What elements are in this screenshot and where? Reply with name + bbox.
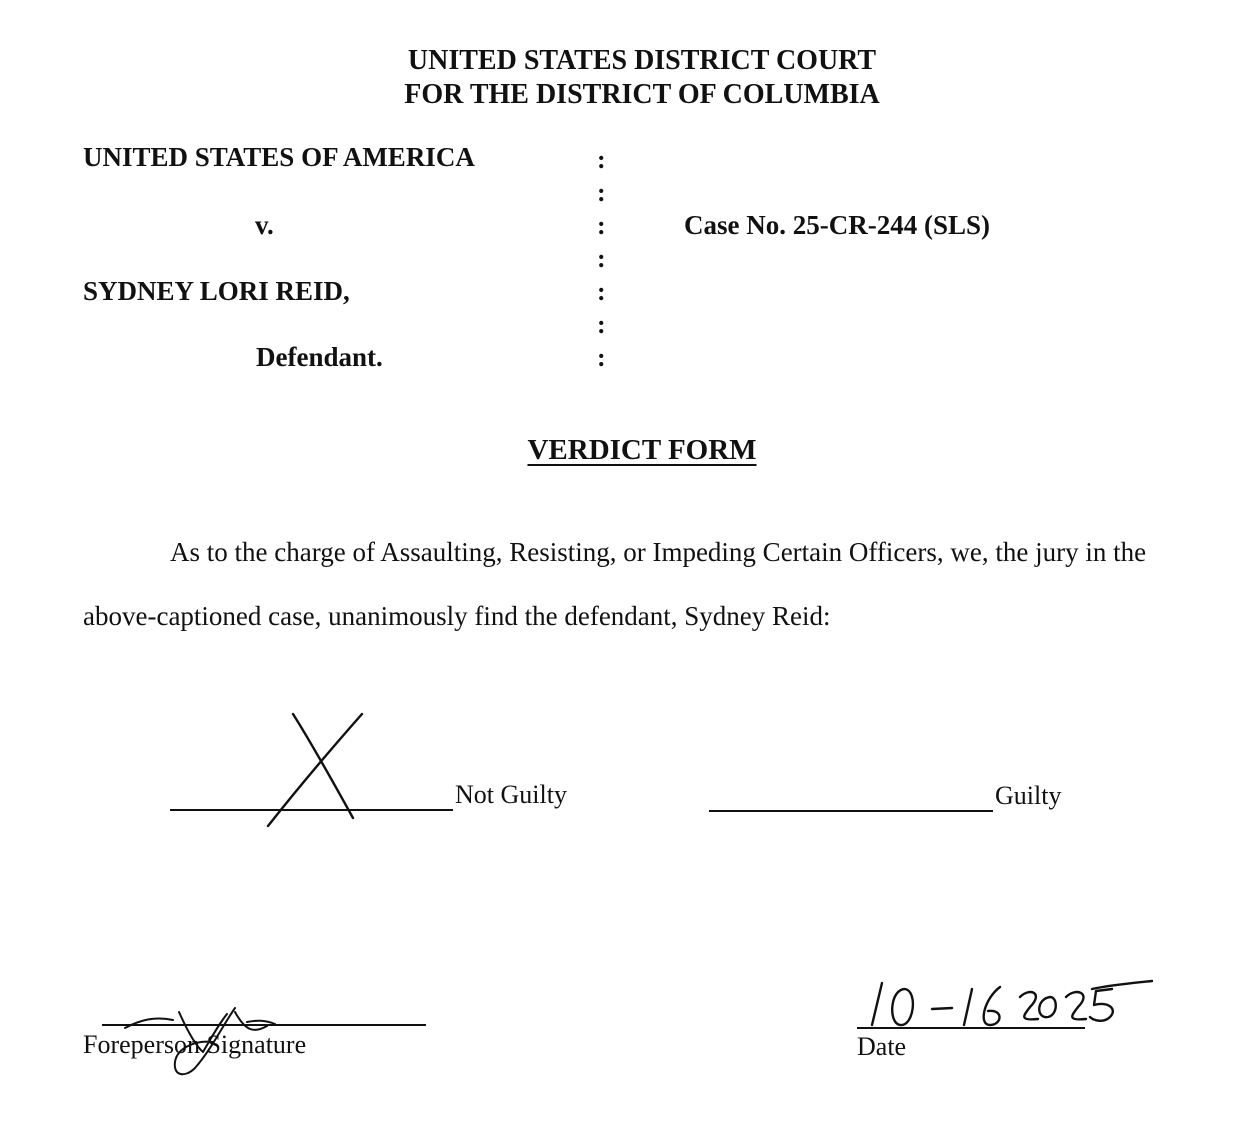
charge-statement-line2: above-captioned case, unanimously find the defendant, Sydney Reid: (83, 601, 831, 631)
caption-colon: : (597, 145, 606, 174)
verdict-form-title: VERDICT FORM (527, 434, 757, 466)
caption-versus: v. (255, 210, 274, 240)
caption-colon: : (597, 211, 606, 240)
caption-defendant-name: SYDNEY LORI REID, (83, 276, 350, 306)
guilty-signature-line[interactable] (709, 810, 993, 812)
court-name-line2: FOR THE DISTRICT OF COLUMBIA (404, 79, 880, 110)
handwritten-date-icon (860, 975, 1160, 1035)
guilty-label: Guilty (995, 781, 1062, 810)
x-mark-icon (260, 708, 370, 828)
court-name-line1: UNITED STATES DISTRICT COURT (407, 45, 877, 76)
caption-defendant-label: Defendant. (256, 342, 383, 372)
foreperson-signature-label: Foreperson Signature (83, 1030, 307, 1059)
caption-colon: : (597, 277, 606, 306)
caption-colon: : (597, 310, 606, 339)
date-label: Date (857, 1032, 907, 1061)
charge-statement-line1: As to the charge of Assaulting, Resisting, or Impeding Certain Officers, we, the jury in the (170, 537, 1147, 567)
not-guilty-label: Not Guilty (455, 780, 567, 809)
case-number: Case No. 25-CR-244 (SLS) (684, 210, 990, 240)
caption-plaintiff: UNITED STATES OF AMERICA (83, 142, 475, 172)
caption-colon: : (597, 244, 606, 273)
caption-colon: : (597, 343, 606, 372)
date-line[interactable] (857, 1027, 1085, 1029)
caption-colon: : (597, 178, 606, 207)
